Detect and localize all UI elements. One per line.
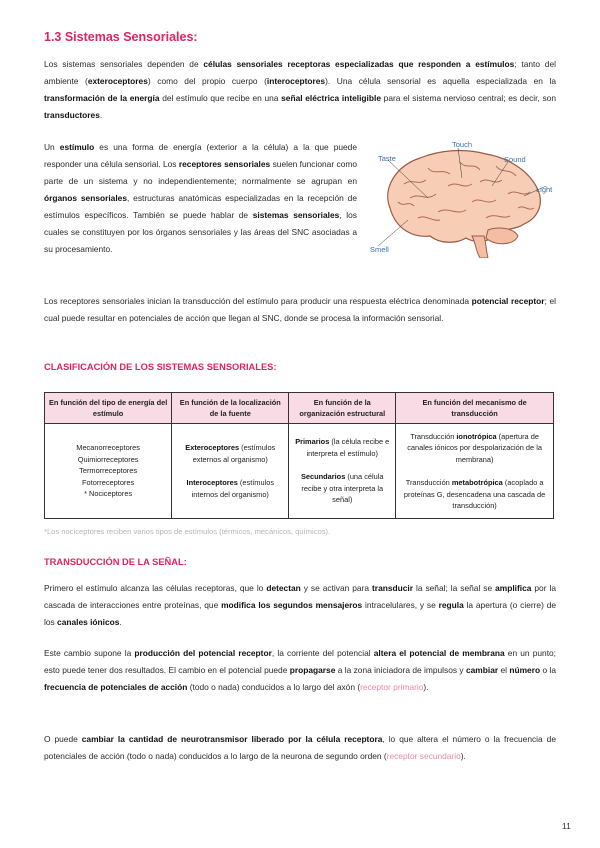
paragraph-receptors: Los receptores sensoriales inician la transducción del estímulo para producir una respuesta eléctrica denominada potencial receptor; el cual puede resultar en potenciales de acción que llegan al SNC, donde se procesa la información sensorial.	[44, 296, 556, 323]
table-cell-location: Exteroceptores (estímulos externos al organismo) Interoceptores (estímulos internos del organismo)	[172, 424, 289, 519]
brain-cerebellum	[486, 228, 518, 244]
table-cell-structure: Primarios (la célula recibe e interpreta el estímulo) Secundarios (una célula recibe y otra interpreta la señal)	[289, 424, 396, 519]
table-header: En función del mecanismo de transducción	[396, 393, 554, 424]
brain-illustration	[368, 138, 558, 258]
table-header: En función del tipo de energía del estímulo	[45, 393, 172, 424]
table-cell-mechanism: Transducción ionotrópica (apertura de canales iónicos por despolarización de la membrana) Transducción metabotrópica (acoplado a proteínas G, desencadena una cascada de transducción)	[396, 424, 554, 519]
table-header: En función de la organización estructural	[289, 393, 396, 424]
brain-label-taste: Taste	[378, 154, 396, 163]
brain-label-light: Light	[536, 185, 553, 194]
section-title: 1.3 Sistemas Sensoriales:	[44, 30, 198, 44]
table-header: En función de la localización de la fuente	[172, 393, 289, 424]
classification-table	[44, 392, 554, 519]
transduction-title: TRANSDUCCIÓN DE LA SEÑAL:	[44, 557, 187, 567]
table-header-row	[45, 393, 554, 424]
brain-outline	[388, 151, 541, 243]
brain-label-smell: Smell	[370, 245, 389, 254]
paragraph-transduction: Primero el estímulo alcanza las células receptoras, que lo detectan y se activan para transducir la señal; la señal se amplifica por la cascada de interacciones entre proteínas, que modifica los segundos mensajeros intracelulares, y se regula la apertura (o cierre) de los canales iónicos.	[44, 583, 557, 627]
classification-title: CLASIFICACIÓN DE LOS SISTEMAS SENSORIALES:	[44, 362, 277, 372]
brain-label-sound: Sound	[504, 155, 526, 164]
paragraph-neurotransmitter: O puede cambiar la cantidad de neurotransmisor liberado por la célula receptora, lo que altera el número o la frecuencia de potenciales de acción (todo o nada) conducidos a lo largo de la neurona de segundo orden (receptor secundario).	[44, 734, 556, 761]
table-cell-energy: Mecanorreceptores Quimiorreceptores Termorreceptores Fotorreceptores * Nociceptores	[45, 424, 172, 519]
paragraph-intro: Los sistemas sensoriales dependen de células sensoriales receptoras especializadas que responden a estímulos; tanto del ambiente (exteroceptores) como del propio cuerpo (interoceptores). Una célula sensorial es aquella especializada en la transformación de la energía del estímulo que recibe en una señal eléctrica inteligible para el sistema nervioso central; es decir, son transductores.	[44, 59, 556, 120]
page-number: 11	[562, 821, 571, 831]
nociceptor-note: *Los nociceptores reciben varios tipos de estímulos (térmicos, mecánicos, químicos).	[44, 527, 331, 536]
brain-label-touch: Touch	[452, 140, 473, 149]
paragraph-stimulus: Un estímulo es una forma de energía (exterior a la célula) a la que puede responder una célula sensorial. Los receptores sensoriales suelen funcionar como parte de un sistema y no independientemente; normalmente se agrupan en órganos sensoriales, estructuras anatómicas especializadas en la recepción de estímulos específicos. También se puede hablar de sistemas sensoriales, los cuales se constituyen por los órganos sensoriales y las áreas del SNC asociadas a su procesamiento.	[44, 142, 357, 254]
paragraph-receptor-potential: Este cambio supone la producción del potencial receptor, la corriente del potencial altera el potencial de membrana en un punto; esto puede tener dos resultados. El cambio en el potencial puede propagarse a la zona iniciadora de impulsos y cambiar el número o la frecuencia de potenciales de acción (todo o nada) conducidos a lo largo del axón (receptor primario).	[44, 648, 557, 692]
table-row	[45, 424, 554, 519]
